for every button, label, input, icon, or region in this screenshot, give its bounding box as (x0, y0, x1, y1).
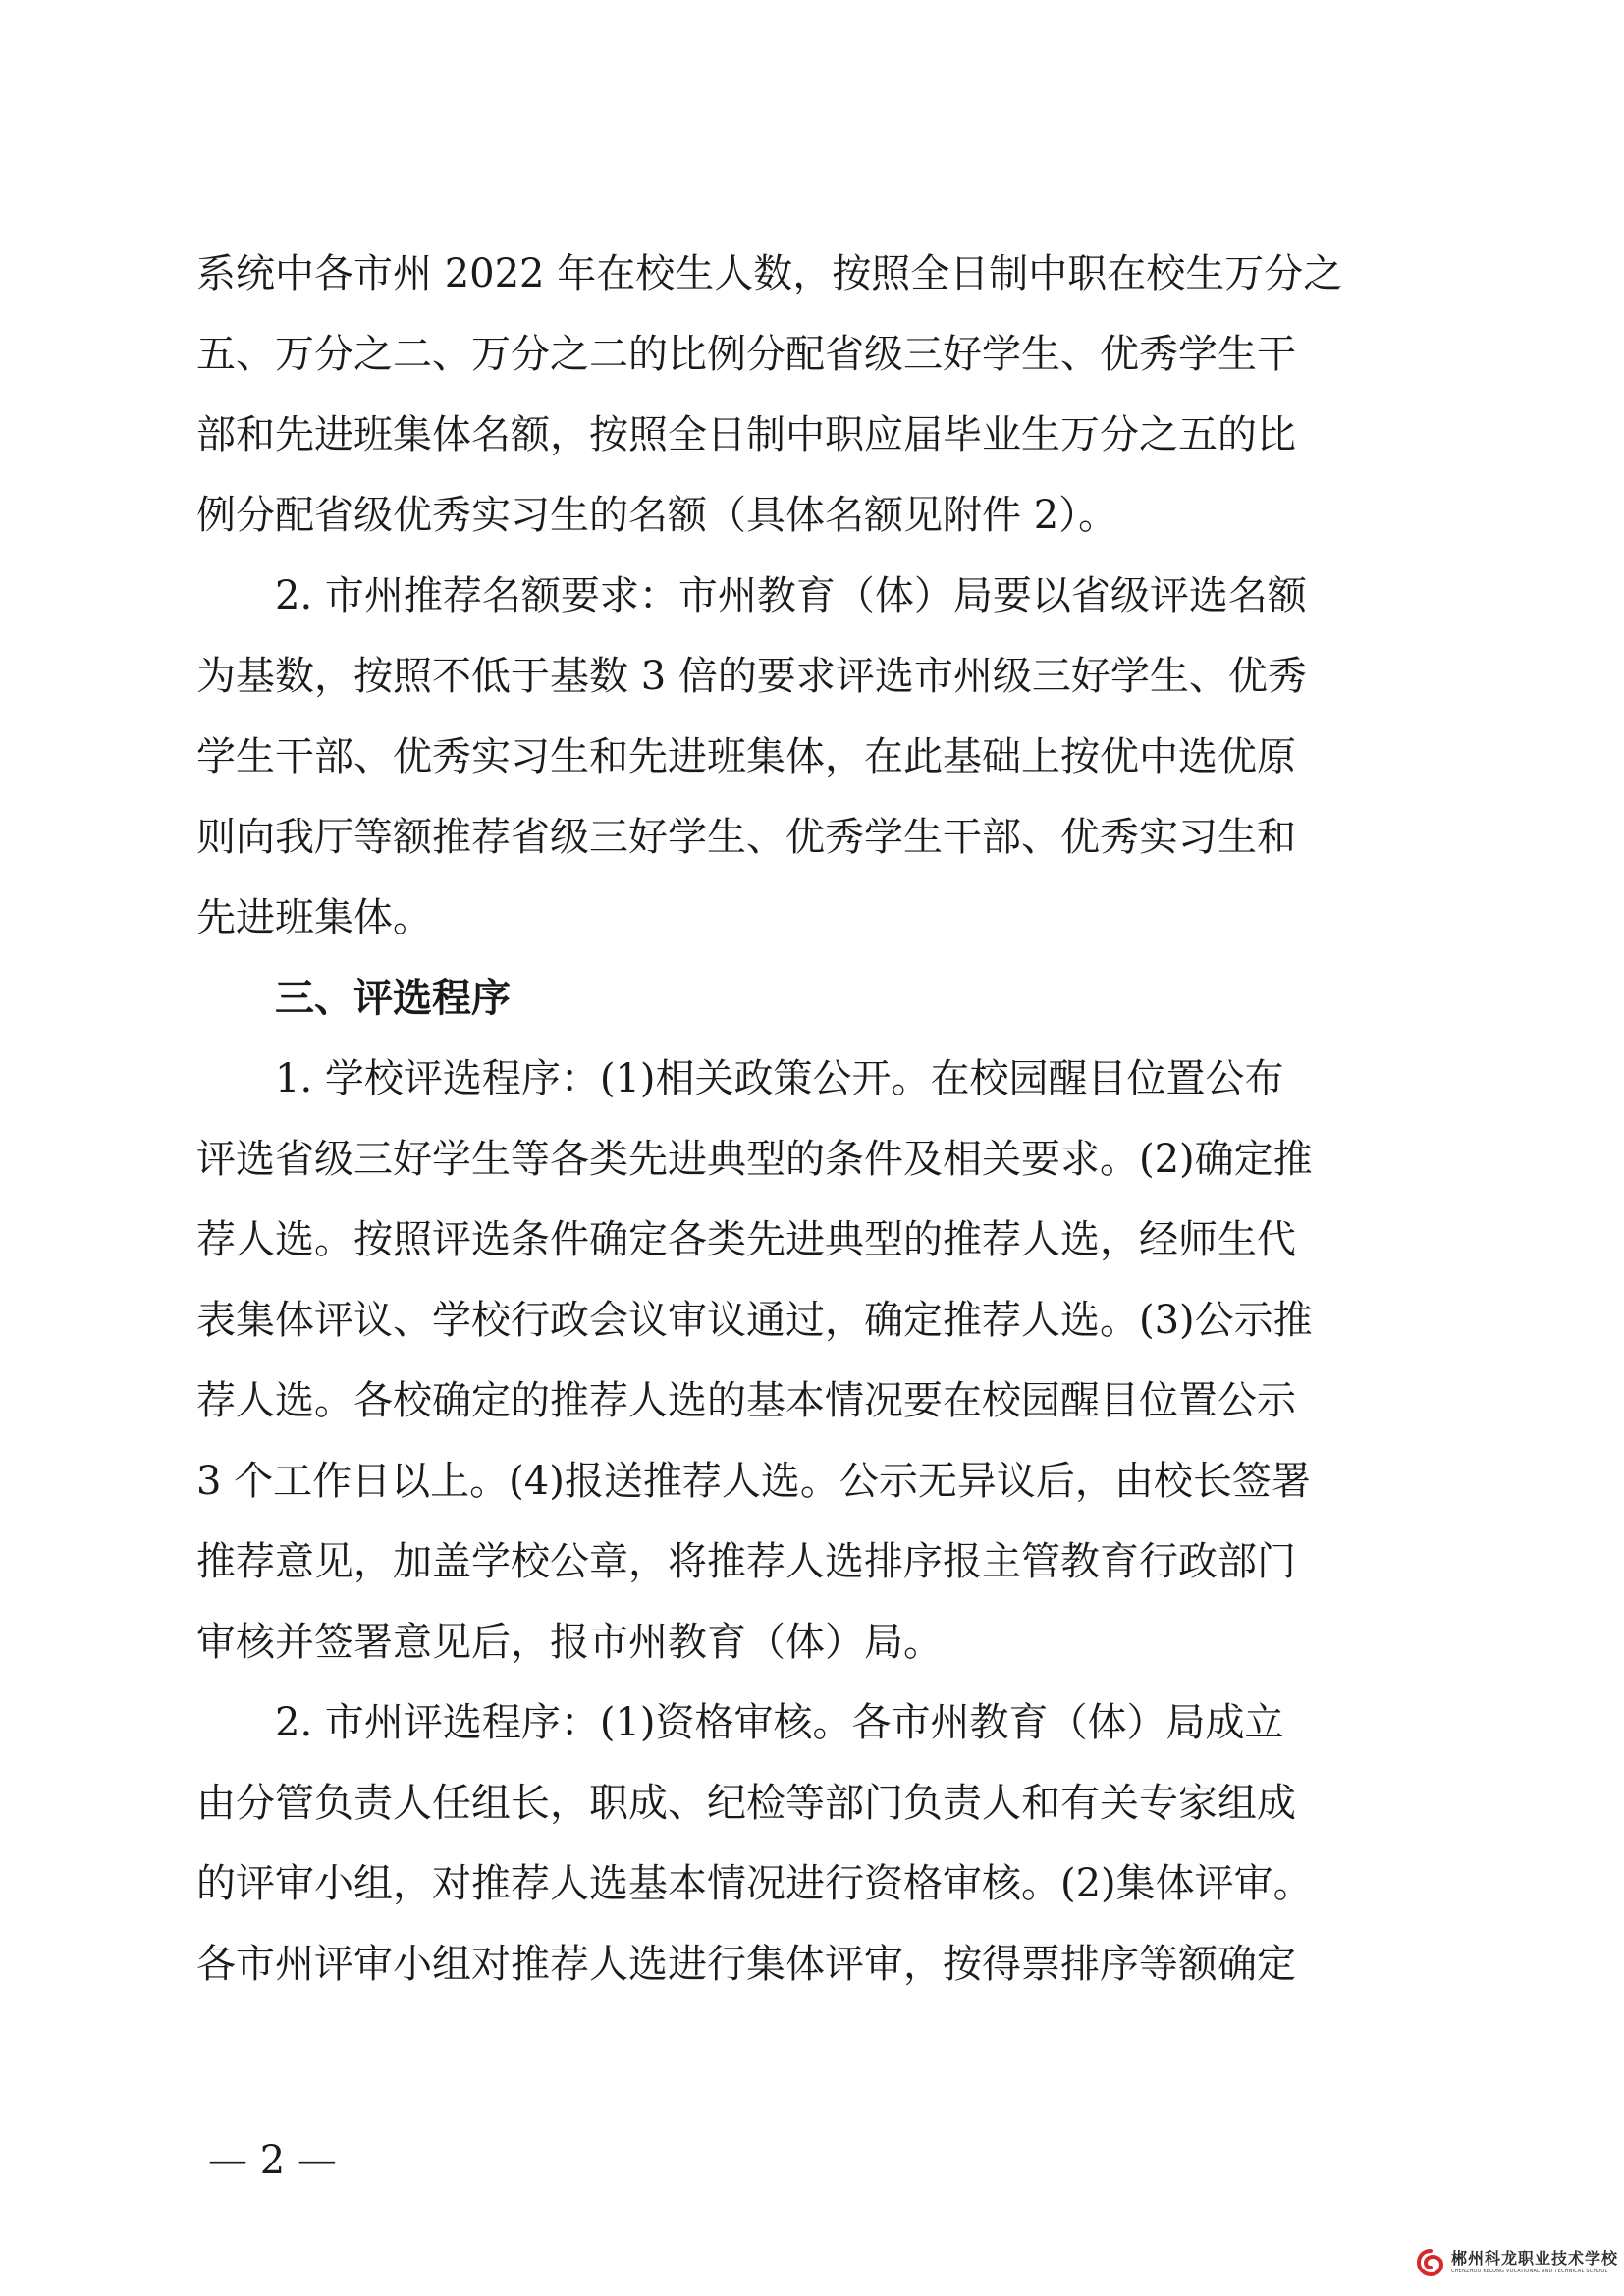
body-line: 审核并签署意见后，报市州教育（体）局。 (196, 1620, 943, 1665)
school-logo-watermark (1416, 2248, 1618, 2277)
document-body (196, 234, 1435, 2004)
body-line: 表集体评议、学校行政会议审议通过，确定推荐人选。(3)公示推 (196, 1298, 1313, 1343)
body-line: 荐人选。按照评选条件确定各类先进典型的推荐人选，经师生代 (196, 1217, 1296, 1262)
page-number: — 2 — (208, 2138, 337, 2183)
body-line: 1. 学校评选程序：(1)相关政策公开。在校园醒目位置公布 (275, 1056, 1284, 1101)
body-line: 由分管负责人任组长，职成、纪检等部门负责人和有关专家组成 (196, 1781, 1296, 1826)
school-name-en: CHENZHOU KELONG VOCATIONAL AND TECHNICAL SCHOOL (1451, 2269, 1608, 2274)
body-line: 为基数，按照不低于基数 3 倍的要求评选市州级三好学生、优秀 (196, 654, 1307, 699)
body-line: 3 个工作日以上。(4)报送推荐人选。公示无异议后，由校长签署 (196, 1459, 1311, 1504)
body-line: 例分配省级优秀实习生的名额（具体名额见附件 2）。 (196, 493, 1118, 538)
body-line: 五、万分之二、万分之二的比例分配省级三好学生、优秀学生干 (196, 332, 1296, 377)
body-line: 的评审小组，对推荐人选基本情况进行资格审核。(2)集体评审。 (196, 1861, 1313, 1906)
body-line: 各市州评审小组对推荐人选进行集体评审，按得票排序等额确定 (196, 1942, 1296, 1987)
body-line: 系统中各市州 2022 年在校生人数，按照全日制中职在校生万分之 (196, 251, 1343, 296)
red-swirl-logo-icon (1416, 2248, 1445, 2277)
body-line: 部和先进班集体名额，按照全日制中职应届毕业生万分之五的比 (196, 412, 1296, 457)
body-line: 则向我厅等额推荐省级三好学生、优秀学生干部、优秀实习生和 (196, 815, 1296, 860)
section-heading: 三、评选程序 (275, 976, 511, 1021)
body-line: 2. 市州评选程序：(1)资格审核。各市州教育（体）局成立 (275, 1700, 1284, 1745)
body-line: 荐人选。各校确定的推荐人选的基本情况要在校园醒目位置公示 (196, 1378, 1296, 1423)
body-line: 评选省级三好学生等各类先进典型的条件及相关要求。(2)确定推 (196, 1137, 1313, 1182)
school-name-cn: 郴州科龙职业技术学校 (1451, 2249, 1619, 2268)
body-line: 推荐意见，加盖学校公章，将推荐人选排序报主管教育行政部门 (196, 1539, 1296, 1584)
body-line: 先进班集体。 (196, 895, 432, 940)
body-line: 2. 市州推荐名额要求：市州教育（体）局要以省级评选名额 (275, 573, 1307, 618)
body-line: 学生干部、优秀实习生和先进班集体，在此基础上按优中选优原 (196, 734, 1296, 779)
